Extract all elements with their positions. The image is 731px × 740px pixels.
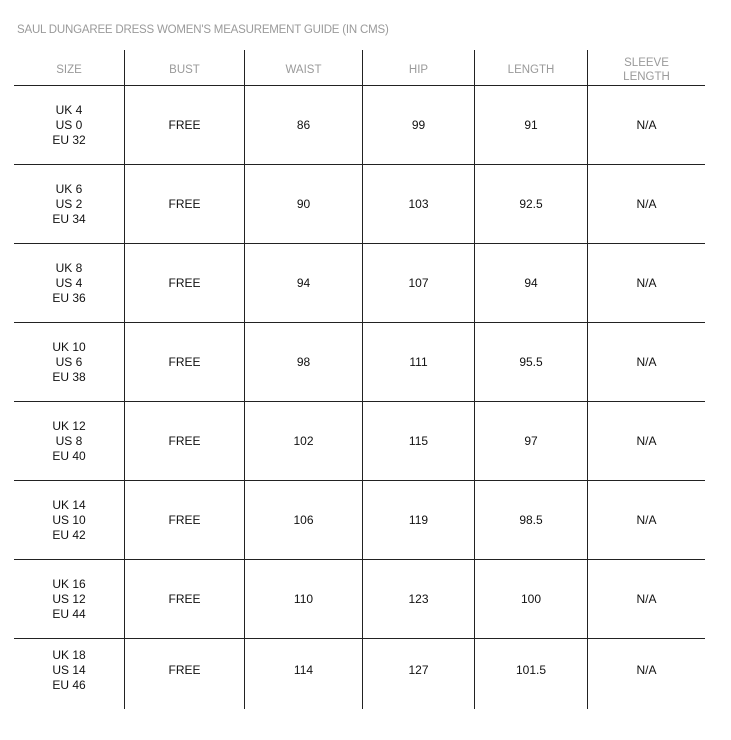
- sleeve-cell: N/A: [587, 165, 705, 243]
- waist-cell: 106: [244, 481, 362, 559]
- sleeve-cell: N/A: [587, 481, 705, 559]
- size-cell: [14, 481, 124, 559]
- length-cell: 100: [474, 560, 587, 638]
- size-cell: [14, 560, 124, 638]
- size-us: US 10: [52, 512, 86, 527]
- size-uk: UK 12: [52, 418, 86, 433]
- size-lines: [52, 182, 85, 227]
- size-eu: EU 36: [52, 290, 86, 305]
- size-lines: [52, 498, 85, 543]
- sleeve-cell: N/A: [587, 639, 705, 709]
- header-size: SIZE: [56, 63, 82, 76]
- size-us: US 2: [55, 196, 83, 211]
- size-lines: [52, 648, 85, 693]
- waist-cell: 90: [244, 165, 362, 243]
- measurement-table: [14, 50, 705, 709]
- waist-cell: 114: [244, 639, 362, 709]
- size-eu: EU 46: [52, 677, 86, 692]
- size-uk: UK 4: [55, 102, 83, 117]
- header-sleeve-length: [587, 50, 705, 85]
- header-length: LENGTH: [474, 50, 587, 85]
- size-uk: UK 8: [55, 260, 83, 275]
- size-uk: UK 18: [52, 647, 86, 662]
- size-uk: UK 14: [52, 497, 86, 512]
- table-row: [14, 323, 705, 402]
- hip-cell: 107: [362, 244, 474, 322]
- size-us: US 12: [52, 591, 86, 606]
- header-sleeve-lines: [623, 56, 670, 84]
- size-us: US 0: [55, 117, 83, 132]
- size-cell: [14, 323, 124, 401]
- size-lines: [52, 340, 85, 385]
- header-sleeve-line1: SLEEVE: [624, 56, 669, 69]
- table-row: [14, 165, 705, 244]
- length-cell: 91: [474, 86, 587, 164]
- hip-cell: 115: [362, 402, 474, 480]
- bust-cell: FREE: [124, 639, 244, 709]
- bust-cell: FREE: [124, 165, 244, 243]
- size-uk: UK 16: [52, 576, 86, 591]
- size-us: US 14: [52, 662, 86, 677]
- size-uk: UK 10: [52, 339, 86, 354]
- hip-cell: 127: [362, 639, 474, 709]
- size-eu: EU 42: [52, 527, 86, 542]
- header-hip: HIP: [362, 50, 474, 85]
- header-sleeve-line2: LENGTH: [623, 70, 670, 83]
- bust-cell: FREE: [124, 323, 244, 401]
- size-us: US 8: [55, 433, 83, 448]
- size-lines: [52, 419, 85, 464]
- bust-cell: FREE: [124, 244, 244, 322]
- size-eu: EU 34: [52, 211, 86, 226]
- table-row: [14, 402, 705, 481]
- size-cell: [14, 244, 124, 322]
- size-eu: EU 38: [52, 369, 86, 384]
- sleeve-cell: N/A: [587, 86, 705, 164]
- table-row: [14, 639, 705, 709]
- bust-cell: FREE: [124, 86, 244, 164]
- waist-cell: 110: [244, 560, 362, 638]
- hip-cell: 111: [362, 323, 474, 401]
- size-eu: EU 40: [52, 448, 86, 463]
- waist-cell: 86: [244, 86, 362, 164]
- table-row: [14, 481, 705, 560]
- hip-cell: 123: [362, 560, 474, 638]
- table-header-row: [14, 50, 705, 86]
- size-eu: EU 32: [52, 132, 86, 147]
- length-cell: 98.5: [474, 481, 587, 559]
- header-waist: WAIST: [244, 50, 362, 85]
- size-cell: [14, 402, 124, 480]
- waist-cell: 94: [244, 244, 362, 322]
- size-cell: [14, 165, 124, 243]
- table-row: [14, 244, 705, 323]
- bust-cell: FREE: [124, 560, 244, 638]
- size-us: US 6: [55, 354, 83, 369]
- sleeve-cell: N/A: [587, 402, 705, 480]
- hip-cell: 119: [362, 481, 474, 559]
- size-cell: [14, 639, 124, 709]
- length-cell: 101.5: [474, 639, 587, 709]
- length-cell: 94: [474, 244, 587, 322]
- size-us: US 4: [55, 275, 83, 290]
- hip-cell: 103: [362, 165, 474, 243]
- length-cell: 92.5: [474, 165, 587, 243]
- sleeve-cell: N/A: [587, 323, 705, 401]
- page-title: SAUL DUNGAREE DRESS WOMEN'S MEASUREMENT GUIDE (IN CMS): [17, 24, 389, 36]
- header-bust: BUST: [124, 50, 244, 85]
- sleeve-cell: N/A: [587, 244, 705, 322]
- waist-cell: 98: [244, 323, 362, 401]
- size-cell: [14, 86, 124, 164]
- size-lines: [52, 577, 85, 622]
- table-row: [14, 560, 705, 639]
- waist-cell: 102: [244, 402, 362, 480]
- bust-cell: FREE: [124, 402, 244, 480]
- sleeve-cell: N/A: [587, 560, 705, 638]
- size-uk: UK 6: [55, 181, 83, 196]
- size-eu: EU 44: [52, 606, 86, 621]
- length-cell: 97: [474, 402, 587, 480]
- size-lines: [52, 103, 85, 148]
- bust-cell: FREE: [124, 481, 244, 559]
- table-row: [14, 86, 705, 165]
- length-cell: 95.5: [474, 323, 587, 401]
- hip-cell: 99: [362, 86, 474, 164]
- size-lines: [52, 261, 85, 306]
